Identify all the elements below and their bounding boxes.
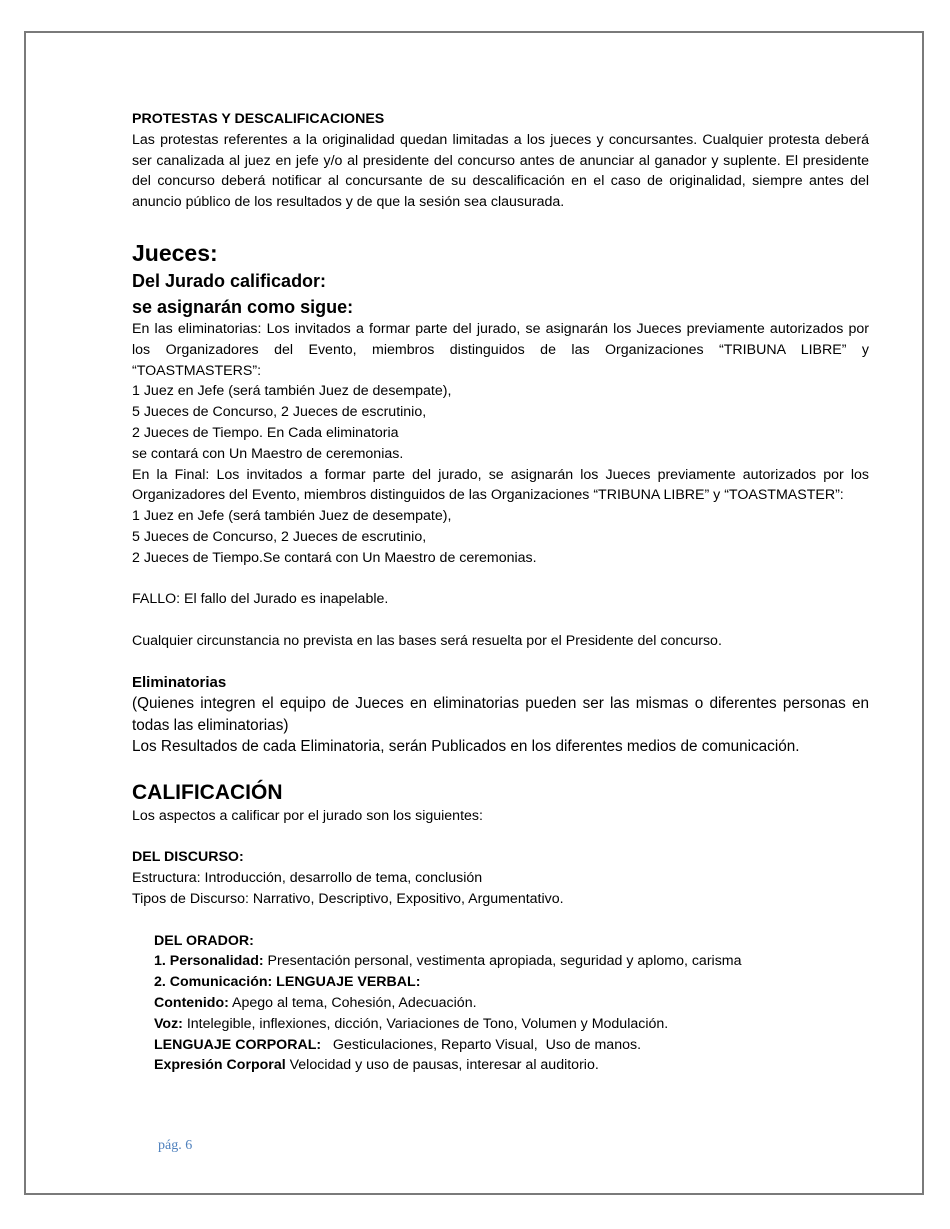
- orador-title: DEL ORADOR:: [154, 932, 254, 949]
- calificacion-title: CALIFICACIÓN: [132, 780, 283, 804]
- final-line: 1 Juez en Jefe (será también Juez de desempate),: [132, 508, 452, 525]
- eliminatorias-intro: En las eliminatorias: Los invitados a formar parte del jurado, se asignarán los Jueces previamente autorizados por los Organizadores del Evento, miembros distinguidos de las Organizaciones “TRIBUNA LIBRE” y “TOASTMASTERS”:: [132, 320, 869, 379]
- expresion-line: [154, 1055, 869, 1076]
- corporal-label: LENGUAJE CORPORAL:: [154, 1036, 322, 1053]
- elim-line: 5 Jueces de Concurso, 2 Jueces de escrutinio,: [132, 404, 427, 421]
- expresion-text: Velocidad y uso de pausas, interesar al auditorio.: [285, 1057, 599, 1074]
- expresion-label: Expresión Corporal: [154, 1057, 286, 1074]
- protestas-text: Las protestas referentes a la originalidad quedan limitadas a los jueces y concursantes. Cualquier protesta deberá ser canalizada al juez en jefe y/o al presidente del concurso antes de anunciar al ganador y suplente. El presidente del concurso deberá notificar al concursante de su descalificación en el caso de originalidad, siempre antes del anuncio público de los resultados y de que la sesión sea clausurada.: [132, 131, 869, 211]
- jurado-subtitle: Del Jurado calificador:: [132, 270, 327, 291]
- voz-text: Intelegible, inflexiones, dicción, Variaciones de Tono, Volumen y Modulación.: [182, 1015, 669, 1032]
- voz-line: [154, 1014, 869, 1035]
- comunicacion-line: 2. Comunicación: LENGUAJE VERBAL:: [154, 974, 421, 991]
- eliminatorias-text: (Quienes integren el equipo de Jueces en eliminatorias pueden ser las mismas o diferentes personas en todas las eliminatorias): [132, 695, 869, 734]
- document-body: [132, 109, 869, 1076]
- personalidad-line: [154, 951, 869, 972]
- voz-label: Voz:: [154, 1015, 183, 1032]
- corporal-text: Gesticulaciones, Reparto Visual, Uso de manos.: [321, 1036, 642, 1053]
- eliminatorias-title: Eliminatorias: [132, 673, 227, 691]
- personalidad-label: 1. Personalidad:: [154, 953, 264, 970]
- jueces-title: Jueces:: [132, 239, 218, 266]
- circunstancia-text: Cualquier circunstancia no prevista en las bases será resuelta por el Presidente del concurso.: [132, 632, 722, 649]
- calificacion-intro: Los aspectos a calificar por el jurado son los siguientes:: [132, 807, 483, 824]
- contenido-label: Contenido:: [154, 995, 229, 1011]
- orador-section: [132, 931, 869, 1077]
- contenido-line: [154, 993, 869, 1014]
- elim-line: se contará con Un Maestro de ceremonias.: [132, 445, 404, 462]
- asignacion-subtitle: se asignarán como sigue:: [132, 296, 354, 317]
- corporal-line: [154, 1035, 869, 1056]
- fallo-text: FALLO: El fallo del Jurado es inapelable.: [132, 591, 389, 608]
- resultados-text: Los Resultados de cada Eliminatoria, serán Publicados en los diferentes medios de comunicación.: [132, 738, 800, 756]
- elim-line: 2 Jueces de Tiempo. En Cada eliminatoria: [132, 424, 399, 441]
- personalidad-text: Presentación personal, vestimenta apropiada, seguridad y aplomo, carisma: [263, 953, 742, 970]
- contenido-text: Apego al tema, Cohesión, Adecuación.: [228, 995, 477, 1011]
- protestas-title: PROTESTAS Y DESCALIFICACIONES: [132, 111, 385, 127]
- discurso-line: Estructura: Introducción, desarrollo de tema, conclusión: [132, 870, 483, 887]
- discurso-title: DEL DISCURSO:: [132, 849, 244, 866]
- elim-line: 1 Juez en Jefe (será también Juez de desempate),: [132, 383, 452, 400]
- discurso-line: Tipos de Discurso: Narrativo, Descriptivo, Expositivo, Argumentativo.: [132, 891, 564, 908]
- final-line: 2 Jueces de Tiempo.Se contará con Un Maestro de ceremonias.: [132, 549, 537, 566]
- page-number: pág. 6: [158, 1138, 193, 1153]
- final-line: 5 Jueces de Concurso, 2 Jueces de escrutinio,: [132, 528, 427, 545]
- final-intro: En la Final: Los invitados a formar parte del jurado, se asignarán los Jueces previamente autorizados por los Organizadores del Evento, miembros distinguidos de las Organizaciones “TRIBUNA LIBRE” y “TOASTMASTER”:: [132, 466, 869, 504]
